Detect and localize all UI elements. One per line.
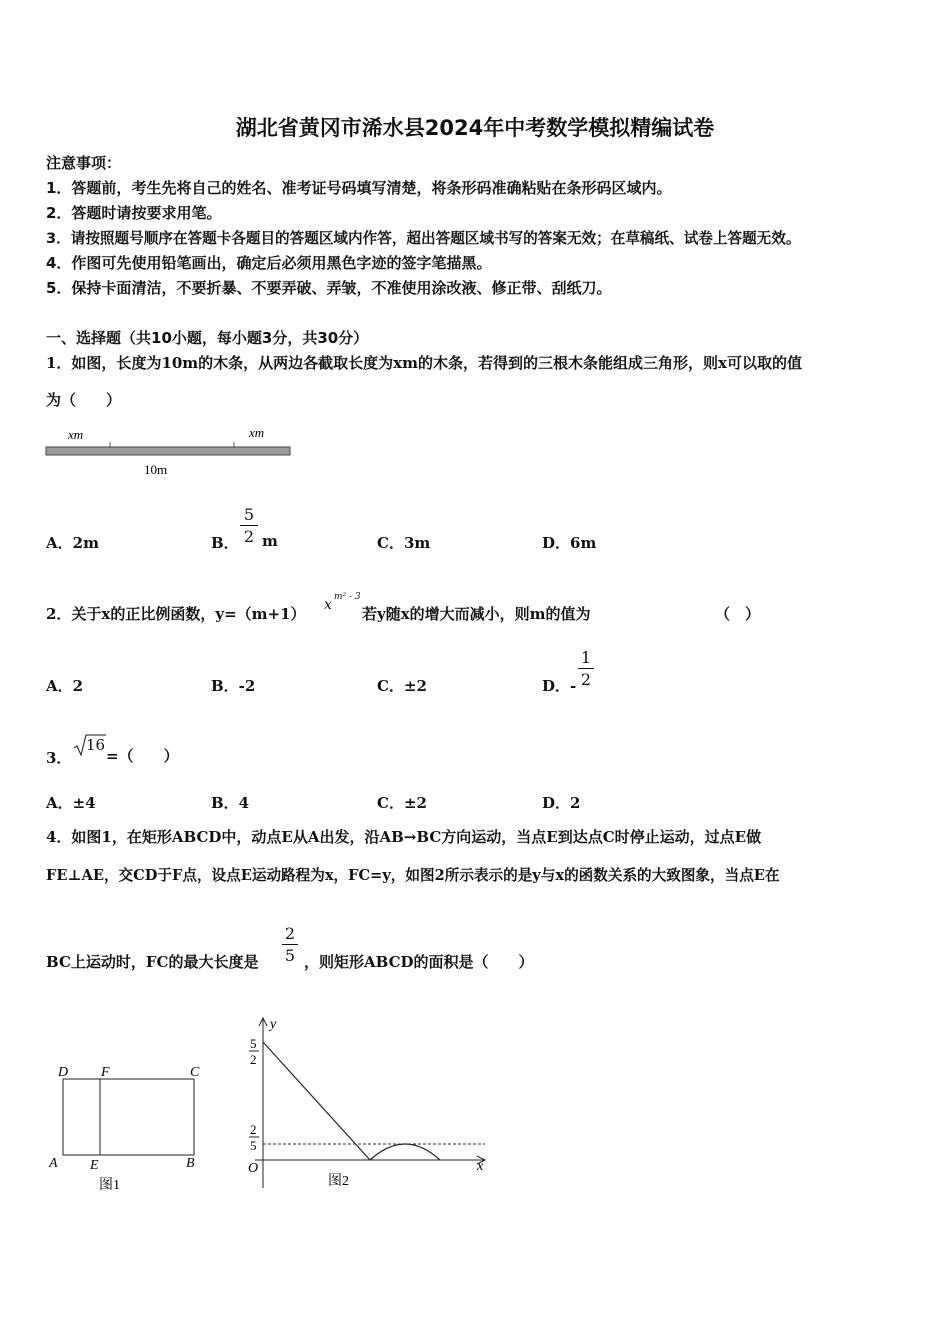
q4-stem-line2: FE⊥AE，交CD于F点，设点E运动路程为x，FC=y，如图2所示表示的是y与x的函数关系的大致图象，当点E在 [46,867,780,884]
q2-power-exponent: m² - 3 [334,592,361,602]
point-e-label: E [90,1158,99,1173]
point-b-label: B [186,1156,195,1171]
fraction-numerator: 2 [284,924,296,943]
notice-item-4: 4．作图可先使用铅笔画出，确定后必须用黑色字迹的签字笔描黑。 [46,254,492,272]
q3-stem-post: =（ ） [106,747,179,765]
q2-option-a: A．2 [46,677,84,695]
y-top-denominator: 2 [250,1052,257,1067]
q1-option-b-fraction [240,505,258,546]
y-top-numerator: 5 [250,1036,257,1051]
q4-max-fraction [282,924,298,965]
rectangle-abcd [63,1079,194,1155]
section-heading: 一、选择题（共10小题，每小题3分，共30分） [46,329,369,347]
point-c-label: C [190,1065,200,1080]
q1-option-a: A．2m [46,534,99,552]
q4-stem-line1: 4．如图1，在矩形ABCD中，动点E从A出发，沿AB→BC方向运动，当点E到达点C时停止运动，过点E做 [46,828,762,846]
notice-item-5: 5．保持卡面清洁，不要折暴、不要弄破、弄皱，不准使用涂改液、修正带、刮纸刀。 [46,279,612,297]
fraction-numerator: 5 [243,505,255,524]
stick-bar [46,447,290,455]
figure-2-caption: 图2 [328,1174,349,1189]
notice-item-2: 2．答题时请按要求用笔。 [46,204,222,222]
q1-option-b-unit: m [262,532,278,550]
x-axis-label: x [477,1159,484,1174]
notice-heading: 注意事项： [46,154,122,172]
q2-stem-post: 若y随x的增大而减小，则m的值为 [362,605,591,623]
q1-option-c: C．3m [377,534,431,552]
q3-radicand: 16 [86,736,106,754]
fraction-denominator: 5 [284,946,296,965]
q4-stem-line3-pre: BC上运动时，FC的最大长度是 [46,953,259,971]
left-cut-label: xm [68,427,84,442]
q1-stem: 1．如图，长度为10m的木条，从两边各截取长度为xm的木条，若得到的三根木条能组成三角形，则x可以取的值 [46,354,802,372]
q1-stick-figure [40,420,300,482]
q4-figure-2 [240,1012,500,1192]
point-d-label: D [58,1065,69,1080]
q1-option-b-prefix: B． [211,534,239,552]
notice-item-3: 3．请按照题号顺序在答题卡各题目的答题区域内作答，超出答题区域书写的答案无效；在草稿纸、试卷上答题无效。 [46,230,801,247]
y-low-numerator: 2 [250,1122,257,1137]
origin-label: O [248,1161,259,1176]
q4-figure-1 [44,1058,214,1198]
q2-option-d-prefix: D．- [542,677,577,695]
q2-option-c: C．±2 [377,677,427,695]
q2-option-b: B．-2 [211,677,256,695]
q3-option-b: B．4 [211,794,250,812]
y-low-denominator: 5 [250,1138,257,1153]
fraction-denominator: 2 [580,670,592,689]
q4-stem-line3-post: ，则矩形ABCD的面积是（ ） [304,953,534,971]
q3-option-c: C．±2 [377,794,427,812]
figure-1-caption: 图1 [99,1178,120,1193]
q3-option-a: A．±4 [46,794,96,812]
total-length-label: 10m [144,462,168,477]
right-cut-label: xm [249,425,265,440]
q2-option-d-fraction [578,648,594,689]
fraction-denominator: 2 [243,527,255,546]
descending-segment [263,1042,370,1160]
q1-stem-cont: 为（ ） [46,391,122,409]
point-f-label: F [101,1065,110,1080]
q2-stem-pre: 2．关于x的正比例函数，y=（m+1） [46,605,306,623]
point-a-label: A [49,1156,58,1171]
q3-option-d: D．2 [542,794,581,812]
q1-option-d: D．6m [542,534,597,552]
arc-curve [370,1144,440,1160]
fraction-numerator: 1 [580,648,592,667]
page-title: 湖北省黄冈市浠水县2024年中考数学模拟精编试卷 [235,116,715,140]
q3-number: 3． [46,749,72,767]
notice-item-1: 1．答题前，考生先将自己的姓名、准考证号码填写清楚，将条形码准确粘贴在条形码区域内。 [46,179,672,197]
q2-power-base: x [324,597,332,613]
y-axis-label: y [270,1017,277,1032]
q2-answer-paren: （ ） [715,605,761,623]
